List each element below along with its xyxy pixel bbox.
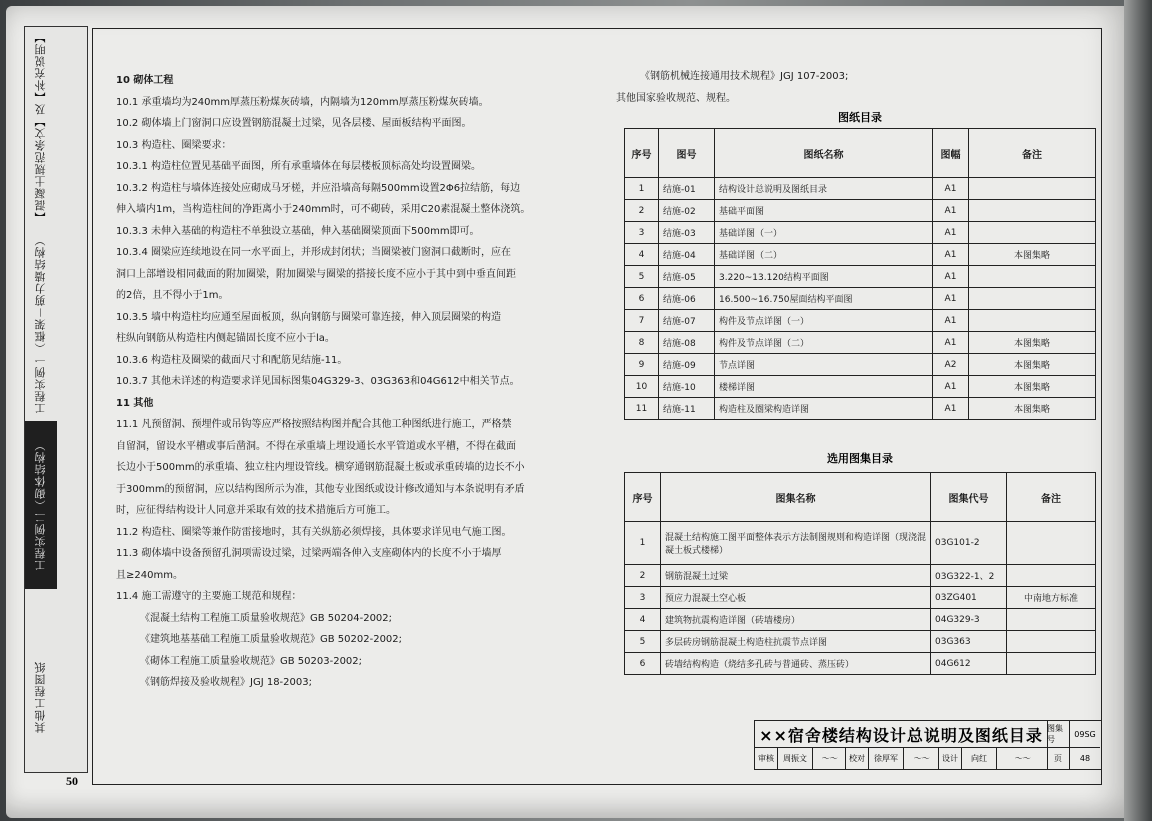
notes-line: 伸入墙内1m，当构造柱间的净距离小于240mm时，可不砌砖，采用C20素混凝土整体浇筑。: [116, 204, 531, 215]
notes-line: 《钢筋机械连接通用技术规程》JGJ 107-2003;: [640, 71, 849, 82]
table-cell: 3: [625, 587, 661, 609]
table-cell: 04G329-3: [931, 609, 1007, 631]
table-cell: 本图集略: [969, 354, 1096, 376]
column-header: 图集名称: [661, 473, 931, 522]
spine-tab-other[interactable]: 其他工程图纸: [34, 661, 47, 733]
table-cell: 结施-03: [659, 222, 715, 244]
notes-line: 10.3.7 其他未详述的构造要求详见国标图集04G329-3、03G363和04G612中相关节点。: [116, 376, 520, 387]
table-cell: 结施-09: [659, 354, 715, 376]
review-label: 审核: [755, 748, 778, 769]
check-signature: ～～: [904, 748, 939, 769]
table-row: [625, 631, 1096, 653]
table-row: [625, 376, 1096, 398]
notes-line: 11.1 凡预留洞、预埋件或吊钩等应严格按照结构图并配合其他工种图纸进行施工，严格禁: [116, 419, 512, 430]
drawing-index-caption: 图纸目录: [838, 111, 882, 124]
notes-line: 《混凝土结构工程施工质量验收规范》GB 50204-2002;: [140, 612, 393, 624]
notes-line: 10.3.4 圈梁应连续地设在同一水平面上，并形成封闭状；当圈梁被门窗洞口截断时，应在: [116, 247, 511, 258]
table-cell: 构件及节点详图（二）: [715, 332, 933, 354]
table-cell: A2: [933, 354, 969, 376]
page-label: 页: [1047, 748, 1070, 769]
table-cell: [969, 200, 1096, 222]
table-cell: 9: [625, 354, 659, 376]
notes-line: 自留洞，留设水平槽或事后凿洞。不得在承重墙上埋设通长水平管道或水平槽，不得在截面: [116, 440, 516, 452]
notes-line: 的2倍，且不得小于1m。: [116, 290, 229, 301]
table-cell: 基础详图（二）: [715, 244, 933, 266]
table-cell: 3: [625, 222, 659, 244]
table-row: [625, 244, 1096, 266]
table-cell: [969, 310, 1096, 332]
table-cell: [969, 222, 1096, 244]
table-cell: 7: [625, 310, 659, 332]
table-cell: A1: [933, 310, 969, 332]
table-row: [625, 310, 1096, 332]
table-cell: [1007, 653, 1096, 675]
table-cell: 中南地方标准: [1007, 587, 1096, 609]
atlas-no-label: 图集号: [1047, 721, 1070, 748]
table-cell: 03ZG401: [931, 587, 1007, 609]
table-row: [625, 222, 1096, 244]
table-row: [625, 288, 1096, 310]
page-edge-shadow: [1124, 0, 1152, 821]
table-cell: 6: [625, 653, 661, 675]
notes-line: 10.3.3 未伸入基础的构造柱不单独设立基础，伸入基础圈梁顶面下500mm即可。: [116, 225, 480, 237]
spine-tab-example-2[interactable]: 工程实例二（砌体结构）: [25, 421, 57, 589]
table-cell: 03G363: [931, 631, 1007, 653]
table-row: [625, 266, 1096, 288]
table-cell: 11: [625, 398, 659, 420]
table-cell: 基础平面图: [715, 200, 933, 222]
column-header: 备注: [969, 129, 1096, 178]
table-cell: A1: [933, 288, 969, 310]
table-cell: 结施-11: [659, 398, 715, 420]
table-cell: 本图集略: [969, 244, 1096, 266]
table-cell: 钢筋混凝土过梁: [661, 565, 931, 587]
notes-line: 11 其他: [116, 397, 154, 409]
page-number: 50: [66, 774, 78, 788]
atlas-no: 09SG: [1070, 721, 1100, 748]
notes-line: 10.3.1 构造柱位置见基础平面图，所有承重墙体在每层楼板顶标高处均设置圈梁。: [116, 161, 481, 172]
table-cell: 结施-01: [659, 178, 715, 200]
notes-line: 11.3 砌体墙中设备预留孔洞项需设过梁，过梁两端各伸入支座砌体内的长度不小于墙厚: [116, 548, 502, 559]
column-header: 图幅: [933, 129, 969, 178]
table-cell: 砖墙结构构造（烧结多孔砖与普通砖、蒸压砖）: [661, 653, 931, 675]
notes-line: 《砌体工程施工质量验收规范》GB 50203-2002;: [140, 655, 363, 667]
table-cell: 8: [625, 332, 659, 354]
notes-line: 10.2 砌体墙上门窗洞口应设置钢筋混凝土过梁，见各层楼、屋面板结构平面图。: [116, 118, 472, 129]
notes-line: 其他国家验收规范、规程。: [616, 92, 736, 104]
table-cell: 结施-05: [659, 266, 715, 288]
notes-left-column: [116, 70, 586, 694]
notes-line: 长边小于500mm的承重墙、独立柱内埋设管线。横穿通钢筋混凝土板或承重砖墙的边长不小: [116, 462, 525, 473]
check-name: 徐厚军: [869, 748, 904, 769]
table-cell: 2: [625, 565, 661, 587]
table-cell: 4: [625, 609, 661, 631]
table-row: [625, 200, 1096, 222]
table-cell: 5: [625, 631, 661, 653]
table-cell: 03G101-2: [931, 522, 1007, 565]
notes-line: 洞口上部增设相同截面的附加圈梁，附加圈梁与圈梁的搭接长度不应小于其中到中垂直间距: [116, 268, 516, 280]
notes-line: 于300mm的预留洞，应以结构图所示为准，其他专业图纸或设计修改通知与本条说明有矛盾: [116, 483, 525, 495]
design-label: 设计: [939, 748, 962, 769]
table-cell: 预应力混凝土空心板: [661, 587, 931, 609]
column-header: 备注: [1007, 473, 1096, 522]
table-cell: 6: [625, 288, 659, 310]
table-cell: A1: [933, 200, 969, 222]
column-header: 图纸名称: [715, 129, 933, 178]
table-cell: [969, 288, 1096, 310]
table-row: [625, 178, 1096, 200]
table-cell: 结施-08: [659, 332, 715, 354]
notes-line: 10 砌体工程: [116, 75, 174, 86]
table-cell: A1: [933, 244, 969, 266]
table-cell: 结施-04: [659, 244, 715, 266]
drawing-title: ××宿舍楼结构设计总说明及图纸目录: [755, 721, 1048, 748]
column-header: 图号: [659, 129, 715, 178]
table-cell: A1: [933, 332, 969, 354]
table-cell: 结施-10: [659, 376, 715, 398]
side-index-strip: [24, 26, 88, 773]
spine-tab-example-1[interactable]: 工程实例一（框架－剪力墙结构）: [34, 234, 47, 414]
table-cell: [1007, 522, 1096, 565]
drawing-index-table: [624, 128, 1096, 420]
table-cell: [1007, 609, 1096, 631]
table-cell: A1: [933, 222, 969, 244]
design-signature: ～～: [997, 748, 1048, 769]
design-name: 向红: [962, 748, 997, 769]
table-row: [625, 587, 1096, 609]
table-cell: 本图集略: [969, 398, 1096, 420]
notes-line: 《建筑地基基础工程施工质量验收规范》GB 50202-2002;: [140, 634, 403, 645]
table-cell: 混凝土结构施工图平面整体表示方法制图规则和构造详图（现浇混凝土板式楼梯）: [661, 522, 931, 565]
table-cell: 结施-02: [659, 200, 715, 222]
table-cell: 多层砖房钢筋混凝土构造柱抗震节点详图: [661, 631, 931, 653]
check-label: 校对: [846, 748, 869, 769]
atlas-index-table: [624, 472, 1096, 675]
notes-line: 《钢筋焊接及验收规程》JGJ 18-2003;: [140, 677, 312, 688]
table-row: [625, 609, 1096, 631]
table-row: [625, 332, 1096, 354]
drawing-sheet: [6, 6, 1131, 818]
notes-line: 10.1 承重墙均为240mm厚蒸压粉煤灰砖墙，内隔墙为120mm厚蒸压粉煤灰砖墙。: [116, 96, 489, 108]
table-row: [625, 653, 1096, 675]
table-row: [625, 522, 1096, 565]
table-cell: A1: [933, 178, 969, 200]
table-cell: 结施-07: [659, 310, 715, 332]
table-cell: 建筑物抗震构造详图（砖墙楼房）: [661, 609, 931, 631]
column-header: 图集代号: [931, 473, 1007, 522]
table-cell: 节点详图: [715, 354, 933, 376]
table-cell: [969, 178, 1096, 200]
table-cell: 16.500~16.750屋面结构平面图: [715, 288, 933, 310]
column-header: 序号: [625, 473, 661, 522]
table-cell: 结施-06: [659, 288, 715, 310]
table-cell: 构造柱及圈梁构造详图: [715, 398, 933, 420]
table-cell: 本图集略: [969, 376, 1096, 398]
notes-right-column: [616, 66, 1086, 109]
notes-line: 10.3.5 墙中构造柱均应通至屋面板顶，纵向钢筋与圈梁可靠连接，伸入顶层圈梁的构造: [116, 311, 501, 323]
notes-line: 柱纵向钢筋从构造柱内侧起锚固长度不应小于la。: [116, 333, 335, 344]
atlas-index-caption: 选用图集目录: [827, 452, 893, 465]
review-signature: ～～: [813, 748, 846, 769]
table-cell: 结构设计总说明及图纸目录: [715, 178, 933, 200]
table-cell: 本图集略: [969, 332, 1096, 354]
table-cell: 1: [625, 178, 659, 200]
table-cell: 10: [625, 376, 659, 398]
table-cell: 楼梯详图: [715, 376, 933, 398]
table-row: [625, 565, 1096, 587]
table-cell: 构件及节点详图（一）: [715, 310, 933, 332]
table-cell: 基础详图（一）: [715, 222, 933, 244]
notes-line: 11.4 施工需遵守的主要施工规范和规程：: [116, 591, 302, 602]
title-block: [754, 720, 1102, 770]
review-name: 周振文: [778, 748, 813, 769]
column-header: 序号: [625, 129, 659, 178]
table-cell: 1: [625, 522, 661, 565]
table-row: [625, 354, 1096, 376]
spine-tab-spec[interactable]: 【混凝土规范条文】及【补充说明】: [34, 31, 47, 223]
table-cell: A1: [933, 266, 969, 288]
sheet-page-number: 48: [1079, 754, 1091, 763]
notes-line: 且≥240mm。: [116, 569, 183, 581]
table-cell: A1: [933, 376, 969, 398]
notes-line: 时，应征得结构设计人同意并采取有效的技术措施后方可施工。: [116, 505, 396, 516]
table-cell: 04G612: [931, 653, 1007, 675]
table-cell: [969, 266, 1096, 288]
table-cell: 4: [625, 244, 659, 266]
table-cell: 5: [625, 266, 659, 288]
table-cell: A1: [933, 398, 969, 420]
table-cell: 2: [625, 200, 659, 222]
notes-line: 10.3 构造柱、圈梁要求：: [116, 139, 232, 151]
notes-line: 11.2 构造柱、圈梁等兼作防雷接地时，其有关纵筋必须焊接，具体要求详见电气施工图。: [116, 526, 512, 538]
table-cell: 03G322-1、2: [931, 565, 1007, 587]
notes-line: 10.3.6 构造柱及圈梁的截面尺寸和配筋见结施-11。: [116, 354, 348, 366]
table-cell: [1007, 631, 1096, 653]
table-row: [625, 398, 1096, 420]
table-cell: 3.220~13.120结构平面图: [715, 266, 933, 288]
notes-line: 10.3.2 构造柱与墙体连接处应砌成马牙槎，并应沿墙高每隔500mm设置2Φ6拉结筋，每边: [116, 182, 521, 194]
table-cell: [1007, 565, 1096, 587]
